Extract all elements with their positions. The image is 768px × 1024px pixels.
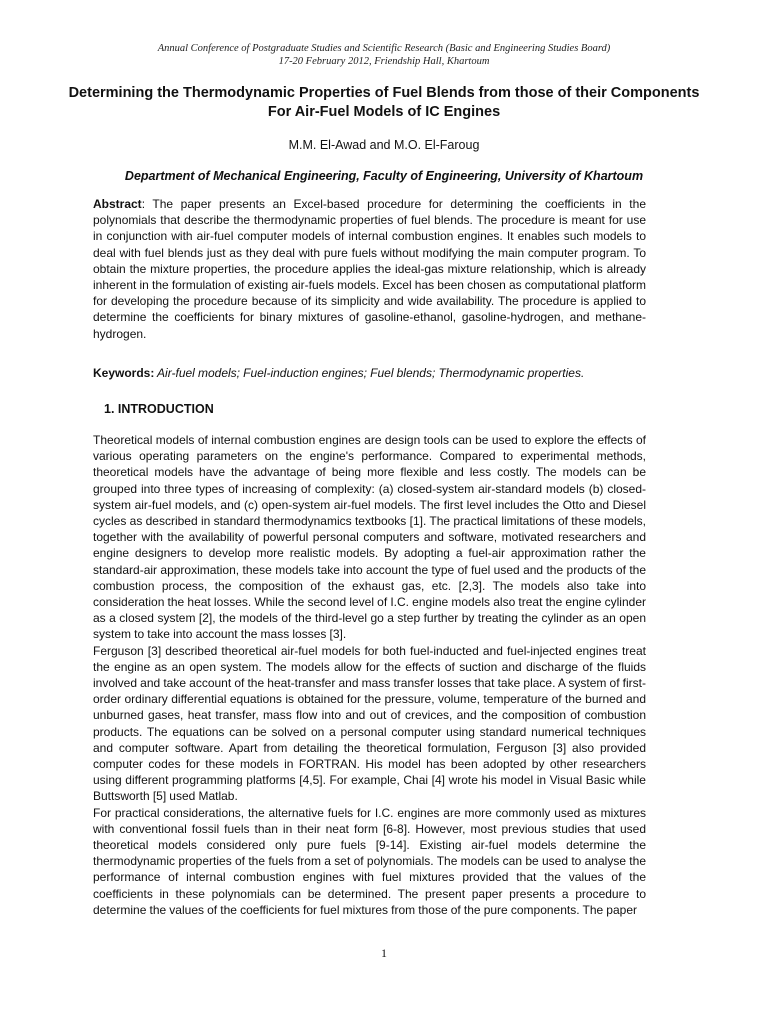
affiliation: Department of Mechanical Engineering, Faculty of Engineering, University of Khartoum [124, 169, 644, 183]
keywords-text: Air-fuel models; Fuel-induction engines; Fuel blends; Thermodynamic properties. [154, 366, 585, 380]
keywords-label: Keywords: [93, 366, 155, 380]
paragraph: Ferguson [3] described theoretical air-fuel models for both fuel-inducted and fuel-injected engines treat the engine as an open system. The models allow for the effects of suction and discharge of the fluids involved and take account of the heat-transfer and mass transfer losses that take place. A system of first-order ordinary differential equations is obtained for the pressure, volume, temperature of the burned and unburned gases, heat transfer, mass flow into and out of crevices, and the composition of combustion products. The equations can be solved on a personal computer using standard numerical techniques and computer software. Apart from detailing the theoretical formulation, Ferguson [3] also provided computer codes for these models in FORTRAN. His model has been adopted by other researchers using different programming platforms [4,5]. For example, Chai [4] wrote his model in Visual Basic while Buttsworth [5] used Matlab. [93, 643, 646, 804]
authors: M.M. El-Awad and M.O. El-Faroug [288, 138, 480, 152]
paragraph: Theoretical models of internal combustion engines are design tools can be used to explore the effects of various operating parameters on the engine's performance. Compared to experimental methods, theoretical models have the advantage of being more flexible and less costly. The models can be grouped into three types of increasing of complexity: (a) closed-system air-standard models (b) closed-system air-fuel models, and (c) open-system air-fuel models. The first level includes the Otto and Diesel cycles as described in standard thermodynamics textbooks [1]. The practical limitations of these models, together with the availability of powerful personal computers and software, motivated researchers and engine designers to develop more realistic models. By adopting a fuel-air approximation rather the standard-air approximation, these models take into account the type of fuel used and the products of the combustion process, the composition of the exhaust gas, etc. [2,3]. The models also take into consideration the heat losses. While the second level of I.C. engine models also treat the engine cylinder as a closed system [2], the models of the third-level go a step further by treating the cylinder as an open system to take into account the mass losses [3]. [93, 433, 646, 642]
conference-header-line-2: 17-20 February 2012, Friendship Hall, Khartoum [278, 56, 490, 67]
conference-header-line-1: Annual Conference of Postgraduate Studies and Scientific Research (Basic and Engineering Studies Board) [157, 43, 611, 54]
abstract [93, 196, 646, 342]
keywords [93, 365, 646, 381]
introduction-body [93, 432, 646, 918]
abstract-text: : The paper presents an Excel-based procedure for determining the coefficients in the polynomials that describe the thermodynamic properties of fuel blends. The procedure is meant for use in conjunction with air-fuel computer models of internal combustion engines. It enables such models to deal with fuel blends just as they deal with pure fuels without modifying the main computer program. To obtain the mixture properties, the procedure applies the ideal-gas mixture relationship, which is already inherent in the formulation of existing air-fuels models. Excel has been chosen as computational platform for developing the procedure because of its simplicity and wide availability. The procedure is applied to determine the coefficients for binary mixtures of gasoline-ethanol, gasoline-hydrogen, and methane-hydrogen. [93, 197, 646, 341]
abstract-label: Abstract [93, 197, 142, 211]
paragraph: For practical considerations, the alternative fuels for I.C. engines are more commonly used as mixtures with conventional fossil fuels than in their neat form [6-8]. However, most previous studies that used theoretical models considered only pure fuels [9-14]. Existing air-fuel models determine the thermodynamic properties of the fuels from a set of polynomials. The models can be used to analyse the performance of internal combustion engines with fuel mixtures provided that the values of the coefficients in these polynomials can be determined. The present paper presents a procedure to determine the values of the coefficients for fuel mixtures from those of the pure components. The paper [93, 805, 646, 917]
page-number: 1 [381, 946, 387, 960]
section-heading-introduction: 1. INTRODUCTION [104, 402, 214, 416]
paper-title: Determining the Thermodynamic Properties of Fuel Blends from those of their Components For Air-Fuel Models of IC Engines [68, 85, 700, 120]
